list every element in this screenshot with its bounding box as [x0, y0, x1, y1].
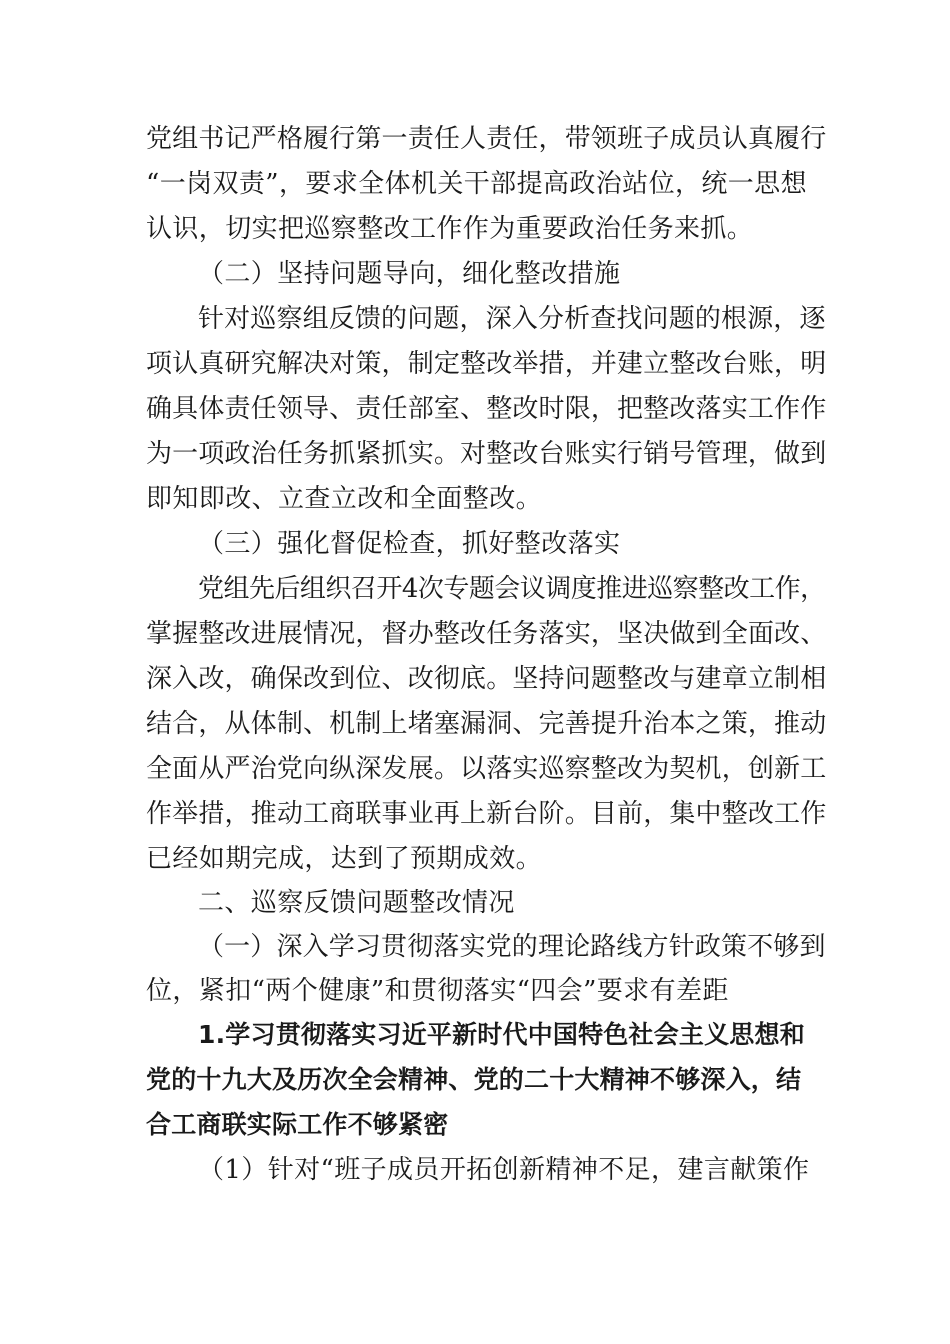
item-heading-bold-cont: 党的十九大及历次全会精神、党的二十大精神不够深入，结: [146, 1065, 802, 1094]
item-heading-bold: 1.学习贯彻落实习近平新时代中国特色社会主义思想和: [198, 1020, 805, 1049]
body-line: 作举措，推动工商联事业再上新台阶。目前，集中整改工作: [146, 799, 827, 829]
body-line: “一岗双责”，要求全体机关干部提高政治站位，统一思想: [146, 169, 807, 199]
paragraph-start: 针对巡察组反馈的问题，深入分析查找问题的根源，逐: [198, 304, 826, 334]
chapter-heading: 二、巡察反馈问题整改情况: [198, 888, 515, 918]
body-line: 确具体责任领导、责任部室、整改时限，把整改落实工作作: [146, 394, 827, 424]
body-line: 党组书记严格履行第一责任人责任，带领班子成员认真履行: [146, 124, 827, 154]
body-line: 全面从严治党向纵深发展。以落实巡察整改为契机，创新工: [146, 754, 827, 784]
section-heading-3: （三）强化督促检查，抓好整改落实: [198, 529, 621, 559]
body-line: 已经如期完成，达到了预期成效。: [146, 844, 543, 874]
paragraph-start: 党组先后组织召开4次专题会议调度推进巡察整改工作，: [198, 574, 826, 604]
subsection-heading-cont: 位，紧扣“两个健康”和贯彻落实“四会”要求有差距: [146, 976, 729, 1006]
list-item-start: （1）针对“班子成员开拓创新精神不足，建言献策作: [198, 1155, 810, 1185]
subsection-heading: （一）深入学习贯彻落实党的理论路线方针政策不够到: [198, 932, 826, 962]
body-line: 即知即改、立查立改和全面整改。: [146, 484, 543, 514]
body-line: 深入改，确保改到位、改彻底。坚持问题整改与建章立制相: [146, 664, 827, 694]
item-heading-bold-cont: 合工商联实际工作不够紧密: [146, 1110, 449, 1139]
body-line: 掌握整改进展情况，督办整改任务落实，坚决做到全面改、: [146, 619, 827, 649]
body-line: 结合，从体制、机制上堵塞漏洞、完善提升治本之策，推动: [146, 709, 827, 739]
body-line: 认识，切实把巡察整改工作作为重要政治任务来抓。: [146, 214, 754, 244]
body-line: 为一项政治任务抓紧抓实。对整改台账实行销号管理，做到: [146, 439, 827, 469]
body-line: 项认真研究解决对策，制定整改举措，并建立整改台账，明: [146, 349, 827, 379]
section-heading-2: （二）坚持问题导向，细化整改措施: [198, 259, 621, 289]
